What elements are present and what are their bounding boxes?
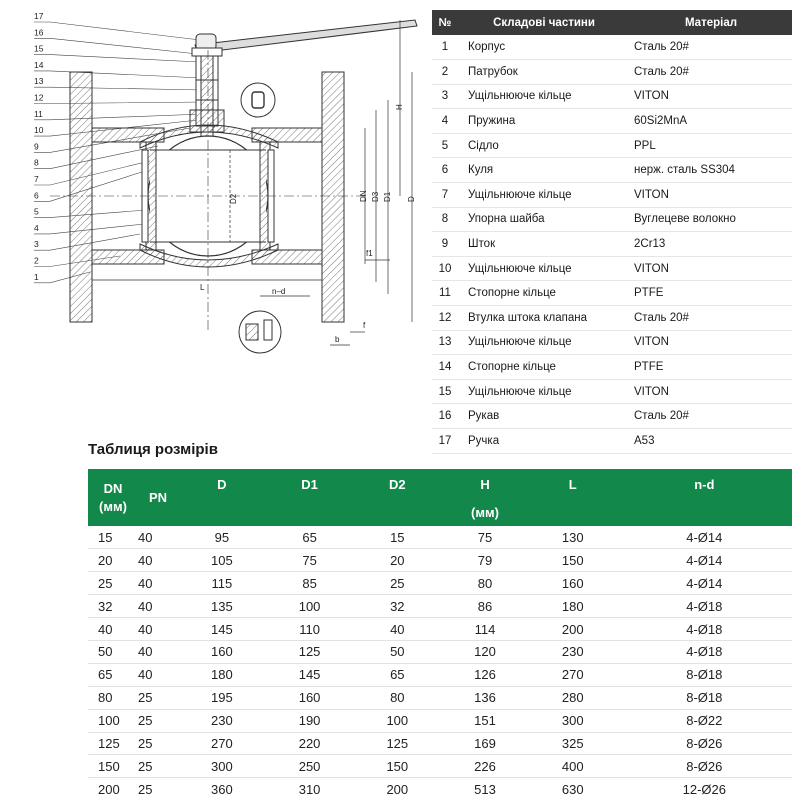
callout-1: 1 bbox=[34, 271, 39, 282]
parts-cell-part: Сідло bbox=[458, 133, 630, 158]
size-table bbox=[88, 469, 792, 800]
parts-table bbox=[432, 10, 792, 454]
dim-D1: D1 bbox=[383, 191, 392, 202]
callout-16: 16 bbox=[34, 27, 44, 38]
callout-leader bbox=[34, 71, 202, 78]
size-cell-nd: 4-Ø18 bbox=[617, 640, 792, 663]
callout-8: 8 bbox=[34, 157, 39, 168]
callout-leader bbox=[34, 87, 204, 90]
size-cell-h: 86 bbox=[441, 595, 529, 618]
callout-11: 11 bbox=[34, 108, 43, 119]
size-cell-d1: 110 bbox=[266, 618, 354, 641]
size-cell-dn: 40 bbox=[88, 618, 138, 641]
parts-row bbox=[432, 207, 792, 232]
parts-cell-no: 4 bbox=[432, 109, 458, 134]
callout-leader bbox=[34, 157, 154, 185]
size-row bbox=[88, 709, 792, 732]
size-cell-dn: 25 bbox=[88, 572, 138, 595]
size-cell-d2: 100 bbox=[353, 709, 441, 732]
parts-cell-part: Шток bbox=[458, 232, 630, 257]
size-cell-nd: 8-Ø18 bbox=[617, 663, 792, 686]
size-cell-l: 630 bbox=[529, 778, 617, 800]
callout-9: 9 bbox=[34, 141, 39, 152]
size-cell-d: 160 bbox=[178, 640, 266, 663]
size-cell-d2: 125 bbox=[353, 732, 441, 755]
parts-cell-material: VITON bbox=[630, 330, 792, 355]
size-cell-d: 135 bbox=[178, 595, 266, 618]
size-cell-d2: 200 bbox=[353, 778, 441, 800]
callout-7: 7 bbox=[34, 174, 39, 184]
size-cell-nd: 4-Ø14 bbox=[617, 572, 792, 595]
size-cell-d: 270 bbox=[178, 732, 266, 755]
size-cell-dn: 32 bbox=[88, 595, 138, 618]
dim-D2: D2 bbox=[229, 193, 238, 204]
dim-D: D bbox=[407, 196, 416, 202]
parts-cell-no: 16 bbox=[432, 404, 458, 429]
handle-part bbox=[192, 20, 417, 56]
parts-cell-no: 15 bbox=[432, 379, 458, 404]
header-h: H bbox=[441, 469, 529, 499]
size-row bbox=[88, 572, 792, 595]
parts-cell-part: Ущільнююче кільце bbox=[458, 379, 630, 404]
callout-2: 2 bbox=[34, 255, 39, 266]
size-cell-h: 114 bbox=[441, 618, 529, 641]
size-cell-pn: 40 bbox=[138, 572, 178, 595]
parts-cell-no: 17 bbox=[432, 429, 458, 454]
size-row bbox=[88, 755, 792, 778]
parts-row bbox=[432, 256, 792, 281]
parts-row bbox=[432, 60, 792, 85]
callout-10: 10 bbox=[34, 125, 44, 136]
size-cell-d: 230 bbox=[178, 709, 266, 732]
parts-row bbox=[432, 330, 792, 355]
size-cell-d2: 25 bbox=[353, 572, 441, 595]
parts-cell-no: 13 bbox=[432, 330, 458, 355]
size-header-row bbox=[88, 469, 792, 499]
size-cell-nd: 4-Ø18 bbox=[617, 618, 792, 641]
parts-cell-no: 5 bbox=[432, 133, 458, 158]
size-cell-nd: 12-Ø26 bbox=[617, 778, 792, 800]
callout-leader bbox=[34, 146, 158, 169]
parts-cell-part: Патрубок bbox=[458, 60, 630, 85]
header-pn: PN bbox=[138, 469, 178, 526]
size-cell-h: 75 bbox=[441, 526, 529, 549]
size-row bbox=[88, 618, 792, 641]
valve-drawing bbox=[20, 10, 425, 355]
callout-5: 5 bbox=[34, 206, 39, 217]
parts-cell-part: Ущільнююче кільце bbox=[458, 183, 630, 208]
parts-header-row bbox=[432, 10, 792, 35]
size-cell-h: 120 bbox=[441, 640, 529, 663]
header-d2: D2 bbox=[353, 469, 441, 499]
callout-4: 4 bbox=[34, 222, 39, 233]
size-cell-d2: 15 bbox=[353, 526, 441, 549]
header-dn-label: DN bbox=[103, 480, 123, 496]
callout-15: 15 bbox=[34, 43, 44, 54]
size-cell-l: 280 bbox=[529, 686, 617, 709]
parts-cell-part: Пружина bbox=[458, 109, 630, 134]
size-cell-pn: 40 bbox=[138, 526, 178, 549]
size-unit-row bbox=[88, 499, 792, 526]
parts-cell-material: VITON bbox=[630, 256, 792, 281]
header-nd: n-d bbox=[617, 469, 792, 499]
size-cell-l: 200 bbox=[529, 618, 617, 641]
parts-cell-no: 6 bbox=[432, 158, 458, 183]
callout-leader bbox=[34, 114, 204, 120]
dim-D3: D3 bbox=[371, 191, 380, 202]
parts-cell-part: Втулка штока клапана bbox=[458, 306, 630, 331]
size-cell-l: 160 bbox=[529, 572, 617, 595]
callout-12: 12 bbox=[34, 92, 44, 103]
size-cell-l: 180 bbox=[529, 595, 617, 618]
size-cell-h: 79 bbox=[441, 549, 529, 572]
dim-DN: DN bbox=[359, 190, 368, 202]
parts-cell-part: Ущільнююче кільце bbox=[458, 330, 630, 355]
header-dn bbox=[88, 469, 138, 526]
size-cell-dn: 20 bbox=[88, 549, 138, 572]
header-part: Складові частини bbox=[458, 10, 630, 35]
size-cell-nd: 4-Ø14 bbox=[617, 549, 792, 572]
parts-cell-no: 12 bbox=[432, 306, 458, 331]
size-cell-nd: 8-Ø26 bbox=[617, 732, 792, 755]
size-cell-pn: 40 bbox=[138, 618, 178, 641]
parts-cell-material: VITON bbox=[630, 379, 792, 404]
size-cell-d1: 220 bbox=[266, 732, 354, 755]
size-row bbox=[88, 778, 792, 800]
parts-cell-material: VITON bbox=[630, 84, 792, 109]
size-cell-d2: 40 bbox=[353, 618, 441, 641]
size-row bbox=[88, 595, 792, 618]
size-cell-dn: 100 bbox=[88, 709, 138, 732]
size-cell-d1: 65 bbox=[266, 526, 354, 549]
dim-H: H bbox=[395, 104, 404, 110]
parts-cell-material: Вуглецеве волокно bbox=[630, 207, 792, 232]
size-row bbox=[88, 549, 792, 572]
size-cell-l: 400 bbox=[529, 755, 617, 778]
callout-14: 14 bbox=[34, 59, 44, 70]
dim-nd: n–d bbox=[272, 287, 286, 296]
parts-cell-part: Ущільнююче кільце bbox=[458, 256, 630, 281]
size-cell-pn: 25 bbox=[138, 732, 178, 755]
size-cell-h: 126 bbox=[441, 663, 529, 686]
size-cell-l: 270 bbox=[529, 663, 617, 686]
dim-f1: f1 bbox=[366, 249, 373, 258]
size-cell-h: 513 bbox=[441, 778, 529, 800]
parts-cell-no: 11 bbox=[432, 281, 458, 306]
size-row bbox=[88, 526, 792, 549]
size-cell-d1: 75 bbox=[266, 549, 354, 572]
parts-cell-part: Рукав bbox=[458, 404, 630, 429]
size-cell-d: 115 bbox=[178, 572, 266, 595]
callout-6: 6 bbox=[34, 190, 39, 201]
size-cell-d1: 250 bbox=[266, 755, 354, 778]
callout-3: 3 bbox=[34, 239, 39, 250]
header-d: D bbox=[178, 469, 266, 499]
parts-row bbox=[432, 281, 792, 306]
size-cell-pn: 25 bbox=[138, 709, 178, 732]
size-cell-l: 325 bbox=[529, 732, 617, 755]
parts-cell-material: PTFE bbox=[630, 355, 792, 380]
parts-cell-material: нерж. сталь SS304 bbox=[630, 158, 792, 183]
size-cell-dn: 50 bbox=[88, 640, 138, 663]
size-cell-nd: 8-Ø22 bbox=[617, 709, 792, 732]
size-cell-d: 105 bbox=[178, 549, 266, 572]
parts-cell-material: VITON bbox=[630, 183, 792, 208]
size-cell-dn: 15 bbox=[88, 526, 138, 549]
size-cell-h: 80 bbox=[441, 572, 529, 595]
size-cell-nd: 8-Ø18 bbox=[617, 686, 792, 709]
header-no: № bbox=[432, 10, 458, 35]
size-cell-d2: 20 bbox=[353, 549, 441, 572]
parts-cell-part: Стопорне кільце bbox=[458, 355, 630, 380]
parts-cell-material: 60Si2MnA bbox=[630, 109, 792, 134]
size-cell-l: 130 bbox=[529, 526, 617, 549]
parts-cell-part: Ущільнююче кільце bbox=[458, 84, 630, 109]
callout-leader bbox=[34, 38, 198, 54]
size-row bbox=[88, 663, 792, 686]
size-row bbox=[88, 686, 792, 709]
size-cell-d: 180 bbox=[178, 663, 266, 686]
parts-cell-material: PPL bbox=[630, 133, 792, 158]
size-cell-d: 300 bbox=[178, 755, 266, 778]
header-material: Матеріал bbox=[630, 10, 792, 35]
parts-row bbox=[432, 429, 792, 454]
parts-row bbox=[432, 158, 792, 183]
size-cell-nd: 8-Ø26 bbox=[617, 755, 792, 778]
parts-cell-material: Сталь 20# bbox=[630, 35, 792, 60]
size-cell-d: 360 bbox=[178, 778, 266, 800]
dim-L: L bbox=[200, 283, 205, 292]
parts-cell-no: 9 bbox=[432, 232, 458, 257]
parts-cell-material: Сталь 20# bbox=[630, 60, 792, 85]
size-cell-pn: 25 bbox=[138, 686, 178, 709]
callout-leader bbox=[34, 22, 200, 40]
dim-b: b bbox=[335, 335, 340, 344]
size-cell-d: 145 bbox=[178, 618, 266, 641]
size-cell-pn: 40 bbox=[138, 595, 178, 618]
size-cell-d2: 80 bbox=[353, 686, 441, 709]
size-cell-d2: 32 bbox=[353, 595, 441, 618]
parts-cell-no: 2 bbox=[432, 60, 458, 85]
size-cell-h: 169 bbox=[441, 732, 529, 755]
parts-row bbox=[432, 133, 792, 158]
dim-f: f bbox=[363, 321, 366, 330]
size-cell-d: 95 bbox=[178, 526, 266, 549]
seal-detail-bottom bbox=[239, 311, 281, 353]
parts-row bbox=[432, 379, 792, 404]
size-row bbox=[88, 732, 792, 755]
size-cell-d1: 310 bbox=[266, 778, 354, 800]
size-cell-h: 226 bbox=[441, 755, 529, 778]
parts-cell-part: Ручка bbox=[458, 429, 630, 454]
parts-cell-part: Стопорне кільце bbox=[458, 281, 630, 306]
size-cell-l: 150 bbox=[529, 549, 617, 572]
callout-leader bbox=[34, 102, 206, 104]
size-cell-dn: 150 bbox=[88, 755, 138, 778]
size-cell-pn: 40 bbox=[138, 549, 178, 572]
parts-cell-material: Сталь 20# bbox=[630, 404, 792, 429]
size-cell-pn: 40 bbox=[138, 663, 178, 686]
size-cell-d1: 145 bbox=[266, 663, 354, 686]
size-cell-d2: 50 bbox=[353, 640, 441, 663]
callout-leader bbox=[34, 55, 200, 62]
size-cell-h: 151 bbox=[441, 709, 529, 732]
parts-row bbox=[432, 306, 792, 331]
parts-cell-material: A53 bbox=[630, 429, 792, 454]
size-cell-d1: 125 bbox=[266, 640, 354, 663]
header-unit: (мм) bbox=[178, 499, 792, 526]
size-cell-d1: 190 bbox=[266, 709, 354, 732]
header-dn-unit: (мм) bbox=[99, 498, 127, 514]
size-row bbox=[88, 640, 792, 663]
parts-cell-no: 8 bbox=[432, 207, 458, 232]
size-table-title: Таблиця розмірів bbox=[88, 441, 218, 458]
parts-row bbox=[432, 355, 792, 380]
parts-cell-material: Сталь 20# bbox=[630, 306, 792, 331]
size-cell-pn: 25 bbox=[138, 755, 178, 778]
callout-13: 13 bbox=[34, 76, 44, 87]
size-cell-d2: 65 bbox=[353, 663, 441, 686]
size-cell-nd: 4-Ø14 bbox=[617, 526, 792, 549]
callout-17: 17 bbox=[34, 11, 44, 21]
size-cell-pn: 40 bbox=[138, 640, 178, 663]
size-cell-d1: 100 bbox=[266, 595, 354, 618]
header-l: L bbox=[529, 469, 617, 499]
size-cell-d1: 160 bbox=[266, 686, 354, 709]
seal-detail-top bbox=[241, 83, 275, 117]
size-cell-h: 136 bbox=[441, 686, 529, 709]
parts-row bbox=[432, 84, 792, 109]
parts-cell-no: 10 bbox=[432, 256, 458, 281]
parts-row bbox=[432, 232, 792, 257]
size-cell-d2: 150 bbox=[353, 755, 441, 778]
parts-cell-no: 1 bbox=[432, 35, 458, 60]
parts-row bbox=[432, 404, 792, 429]
size-cell-l: 300 bbox=[529, 709, 617, 732]
size-cell-d1: 85 bbox=[266, 572, 354, 595]
parts-cell-material: PTFE bbox=[630, 281, 792, 306]
parts-cell-no: 3 bbox=[432, 84, 458, 109]
parts-cell-part: Корпус bbox=[458, 35, 630, 60]
size-cell-dn: 200 bbox=[88, 778, 138, 800]
size-cell-pn: 25 bbox=[138, 778, 178, 800]
size-cell-dn: 125 bbox=[88, 732, 138, 755]
parts-row bbox=[432, 35, 792, 60]
parts-cell-no: 14 bbox=[432, 355, 458, 380]
size-cell-d: 195 bbox=[178, 686, 266, 709]
parts-cell-part: Упорна шайба bbox=[458, 207, 630, 232]
parts-cell-part: Куля bbox=[458, 158, 630, 183]
parts-cell-no: 7 bbox=[432, 183, 458, 208]
size-cell-l: 230 bbox=[529, 640, 617, 663]
header-d1: D1 bbox=[266, 469, 354, 499]
size-cell-dn: 80 bbox=[88, 686, 138, 709]
parts-row bbox=[432, 183, 792, 208]
size-cell-dn: 65 bbox=[88, 663, 138, 686]
size-cell-nd: 4-Ø18 bbox=[617, 595, 792, 618]
parts-cell-material: 2Cr13 bbox=[630, 232, 792, 257]
parts-row bbox=[432, 109, 792, 134]
